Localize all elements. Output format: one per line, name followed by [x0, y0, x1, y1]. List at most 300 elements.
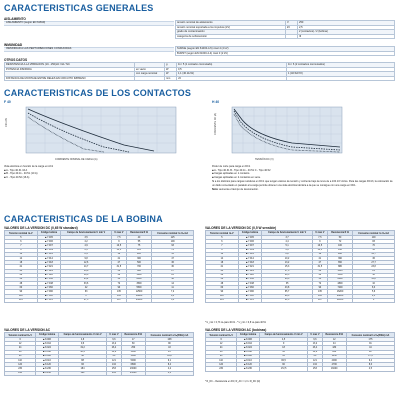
- table-cell: 6,1: [152, 294, 194, 298]
- table-cell: ■ 8.006: [36, 338, 59, 342]
- column-header: Tensión nominal Uₙ V: [5, 333, 36, 338]
- table-cell: 60: [121, 342, 145, 346]
- table-cell: 820: [322, 350, 346, 354]
- table-cell: 5000: [121, 358, 145, 362]
- table-cell: 90: [206, 290, 239, 294]
- table-cell: ■ 7.005: [238, 236, 262, 240]
- table-cell: 18: [206, 261, 239, 265]
- table-cell: 24: [206, 346, 237, 350]
- column-header: U max V: [308, 333, 322, 338]
- table-cell: ■ 8.230: [36, 367, 59, 371]
- table-cell: 4,2: [61, 240, 112, 244]
- chart-right: [212, 105, 397, 165]
- table-cell: ■ 8.048: [36, 350, 59, 354]
- table-cell: ■ 7.007: [37, 244, 61, 248]
- table-cell: ■ 7.024: [37, 269, 61, 273]
- table-cell: 9,1: [145, 358, 193, 362]
- table-cell: 110: [5, 294, 38, 298]
- table-cell: 18: [152, 277, 194, 281]
- table-cell: 15,3: [262, 265, 313, 269]
- table-cell: 36: [5, 277, 38, 281]
- table-cell: 31,5: [312, 265, 327, 269]
- table-cell: 9,4: [346, 358, 394, 362]
- table-cell: 6,6: [308, 338, 322, 342]
- column-header: Resistencia R Ω: [322, 333, 346, 338]
- table-cell: ■ 7.090: [238, 290, 262, 294]
- column-header: Consumo nominal I a Uₙ(50Hz) mA: [346, 333, 394, 338]
- table-cell: 168: [145, 338, 193, 342]
- table-cell: 18000: [126, 294, 151, 298]
- table-cell: 4,1: [145, 371, 193, 375]
- aislamiento-heading: AISLAMIENTO: [4, 17, 26, 21]
- table-cell: 220: [126, 252, 151, 256]
- table-cell: 9: [111, 240, 126, 244]
- table-cell: 18: [353, 273, 395, 277]
- table-cell: ■ 8.006: [237, 338, 260, 342]
- table-cell: 19,2: [58, 346, 107, 350]
- table-cell: ■ 7.012: [238, 252, 262, 256]
- table-cell: 24200: [327, 294, 352, 298]
- table-cell: 6: [206, 338, 237, 342]
- table-cell: ■ 7.021: [238, 265, 262, 269]
- table-cell: 4,5: [353, 294, 395, 298]
- table-cell: 230: [5, 367, 36, 371]
- chart-left: [4, 105, 194, 165]
- table-row: [5, 371, 194, 375]
- table-cell: 28: [5, 273, 38, 277]
- table-cell: 120: [206, 363, 237, 367]
- table-cell: 22: [346, 350, 394, 354]
- table-cell: 13,2: [262, 261, 313, 265]
- table-cell: ■ 8.110: [36, 358, 59, 362]
- table-cell: 13,5: [111, 248, 126, 252]
- table-cell: 24: [5, 346, 36, 350]
- table-cell: 16,8: [61, 269, 112, 273]
- table-cell: 12: [206, 342, 237, 346]
- table-cell: 253: [308, 367, 322, 371]
- table-cell: 60: [206, 286, 239, 290]
- table-cell: 288: [327, 252, 352, 256]
- table-cell: ■ 7.021: [37, 265, 61, 269]
- table-cell: 13,8: [353, 277, 395, 281]
- table-cell: 66: [107, 354, 121, 358]
- table-cell: 91: [346, 342, 394, 346]
- table-cell: 75: [126, 244, 151, 248]
- table-cell: ■ 8.024: [36, 346, 59, 350]
- table-cell: 7,5: [111, 236, 126, 240]
- table-cell: 2000: [126, 277, 151, 281]
- column-header: U max V: [107, 333, 121, 338]
- column-header: Consumo nominal I a Uₙ(50Hz) mA: [145, 333, 193, 338]
- table-cell: 21: [353, 269, 395, 273]
- table-cell: 65,7: [262, 290, 313, 294]
- table-cell: 6: [206, 240, 239, 244]
- table-cell: 70: [353, 244, 395, 248]
- table-cell: 77: [61, 294, 112, 298]
- table-cell: 14: [206, 256, 239, 260]
- table-cell: 26,4: [308, 346, 322, 350]
- table-cell: 43,8: [262, 286, 313, 290]
- table-cell: 21: [145, 350, 193, 354]
- table-cell: 72: [327, 240, 352, 244]
- table-cell: 12,6: [61, 261, 112, 265]
- otros-heading: OTROS DATOS: [4, 58, 28, 62]
- table-cell: 390: [327, 256, 352, 260]
- table-cell: 52,8: [308, 350, 322, 354]
- table-cell: 4,4: [262, 240, 313, 244]
- table-cell: 23,8: [353, 265, 395, 269]
- table-cell: 4700: [322, 363, 346, 367]
- table-cell: 3,7: [262, 236, 313, 240]
- table-cell: 36: [259, 350, 308, 354]
- table-cell: 10: [353, 282, 395, 286]
- table-cell: 4,5: [346, 367, 394, 371]
- section-title-general: CARACTERISTICAS GENERALES: [4, 3, 154, 13]
- table-cell: 109: [152, 240, 194, 244]
- table-cell: 3500: [126, 282, 151, 286]
- table-cell: 8,6: [346, 363, 394, 367]
- dc-right-heading: VALORES DE LA VERSION DC (0,5 W sensible): [205, 226, 277, 230]
- table-cell: ■ 7.012: [37, 252, 61, 256]
- table-cell: ■ 8.012: [36, 342, 59, 346]
- table-cell: 23: [152, 273, 194, 277]
- table-cell: 63: [61, 290, 112, 294]
- table-cell: 21: [111, 256, 126, 260]
- inmunidad-label: INMUNIDAD A LAS PERTURBACIONES CONDUCIDAS: [6, 47, 72, 50]
- table-cell: 1560: [327, 273, 352, 277]
- table-cell: 192: [58, 371, 107, 375]
- table-cell: ■ 7.024: [238, 269, 262, 273]
- table-cell: 4,8: [58, 338, 107, 342]
- table-cell: 66: [308, 354, 322, 358]
- table-cell: ■ 7.090: [37, 290, 61, 294]
- table-cell: 83: [353, 240, 395, 244]
- table-cell: 9: [259, 342, 308, 346]
- table-cell: 14,7: [61, 265, 112, 269]
- table-cell: 1150: [327, 269, 352, 273]
- table-cell: ■ 7.006: [37, 240, 61, 244]
- column-header: Resistencia R Ω: [121, 333, 145, 338]
- table-cell: 31200: [327, 298, 352, 302]
- table-cell: 9,8: [61, 256, 112, 260]
- column-header: Campo de funcionamiento U min V: [259, 333, 308, 338]
- table-cell: 48: [5, 282, 38, 286]
- table-cell: 125: [152, 236, 194, 240]
- table-cell: 880: [327, 265, 352, 269]
- chart-right-notes: Poder de corte para carga en DC1 ■ A - Tipo 40.31 B - Tipo 40.11 - 40.51 C - Tipo 40.52 ■ Cargas aplicadas en 1 contacto. ■ Cargas aplicadas en 2 contactos en serie. Si a los distintos para cargas resistivas en DC1 que tengan valores de tensión y corriente bajo la curva de a 100·10³ ciclos. Para las cargas DC13, la colocación de un diodo conectado en paralelo a la carga permite obtener una vida eléctrica idéntica a la que se consigue con una carga en DC1. Nota: aumenta el tiempo de desconexión.: [212, 165, 393, 191]
- table-cell: 3,5: [61, 236, 112, 240]
- table-cell: 165: [312, 294, 327, 298]
- ac-right-footnote: * R_DC – Resistencia en DC; R_AC = 1,3 x R_DC (Ω): [205, 381, 261, 383]
- table-cell: ■ 7.009: [238, 248, 262, 252]
- table-cell: 47: [152, 256, 194, 260]
- table-cell: 90: [111, 286, 126, 290]
- table-cell: 184: [58, 367, 107, 371]
- table-cell: 14: [5, 256, 38, 260]
- table-cell: ■ 7.018: [37, 261, 61, 265]
- table-cell: 5: [5, 236, 38, 240]
- table-cell: 54: [111, 277, 126, 281]
- table-cell: 9: [206, 248, 239, 252]
- table-cell: 4,2: [145, 367, 193, 371]
- table-cell: 8,3: [353, 286, 395, 290]
- table-cell: 18: [259, 346, 308, 350]
- dc-right-footnote: * U_min = 0,73 Uₙ para 40.61 - * U_min = 0,8 Uₙ para 40.51: [205, 322, 266, 324]
- table-cell: 91,3: [262, 298, 313, 302]
- table-cell: 90: [5, 290, 38, 294]
- ac-right-heading: VALORES DE LA VERSION AC (bobinas): [205, 328, 267, 332]
- table-cell: ■ 7.048: [37, 282, 61, 286]
- table-cell: 87,5: [61, 298, 112, 302]
- table-cell: 21: [206, 265, 239, 269]
- table-cell: 36: [353, 256, 395, 260]
- table-cell: 60: [5, 286, 38, 290]
- table-cell: 6,3: [61, 248, 112, 252]
- table-cell: 48: [5, 350, 36, 354]
- column-header: Tensión nominal Uₙ V: [206, 231, 239, 236]
- table-cell: 13,2: [107, 342, 121, 346]
- table-cell: 7: [5, 244, 38, 248]
- table-cell: 187: [111, 298, 126, 302]
- table-cell: ■ 7.125: [238, 298, 262, 302]
- table-cell: 172,5: [259, 367, 308, 371]
- table-cell: ■ 8.060: [237, 354, 260, 358]
- table-cell: 5,6: [353, 290, 395, 294]
- table-cell: 110: [206, 358, 237, 362]
- table-cell: 23000: [126, 298, 151, 302]
- table-cell: ■ 7.110: [238, 294, 262, 298]
- table-cell: 40: [126, 236, 151, 240]
- table-cell: 18: [5, 261, 38, 265]
- aislamiento-table: tensión nominal de aislamiento V 250 tensión nominal soportada a los impulsos (kV) kV 2,5 grado de contaminación 2 (contactos) / 2 (bobina) categoría de sobretensión III: [175, 20, 395, 39]
- table-cell: 100: [353, 236, 395, 240]
- table-cell: 21: [312, 256, 327, 260]
- table-cell: ■ 7.006: [238, 240, 262, 244]
- table-cell: 1200: [126, 273, 151, 277]
- table-cell: 132: [308, 363, 322, 367]
- table-cell: 80,3: [262, 294, 313, 298]
- table-cell: 26,3: [262, 277, 313, 281]
- table-cell: 135: [312, 290, 327, 294]
- table-cell: 18: [312, 252, 327, 256]
- table-cell: 44: [322, 342, 346, 346]
- table-cell: 7200: [327, 286, 352, 290]
- table-cell: 8,4: [61, 252, 112, 256]
- table-cell: 9,6: [58, 342, 107, 346]
- table-cell: 31,5: [111, 265, 126, 269]
- table-cell: ■ 7.060: [238, 286, 262, 290]
- table-cell: 36: [312, 269, 327, 273]
- table-cell: 240: [5, 371, 36, 375]
- table-cell: ■ 8.060: [36, 354, 59, 358]
- table-cell: 2600: [327, 277, 352, 281]
- column-header: Campo de funcionamiento U min V: [262, 231, 313, 236]
- table-cell: 6,6: [107, 338, 121, 342]
- table-cell: 6800: [121, 363, 145, 367]
- table-cell: 44: [346, 346, 394, 350]
- dc-standard-table: [4, 230, 194, 303]
- chart-right-ylabel: CORRIENTE DC (A): [214, 112, 217, 135]
- table-cell: ■ 7.014: [37, 256, 61, 260]
- table-cell: 135: [111, 290, 126, 294]
- table-cell: 12: [322, 338, 346, 342]
- table-cell: 42: [61, 286, 112, 290]
- table-cell: 13,5: [312, 248, 327, 252]
- column-header: U max V: [312, 231, 327, 236]
- table-cell: 187: [312, 298, 327, 302]
- column-header: U max V: [111, 231, 126, 236]
- table-cell: 50: [327, 236, 352, 240]
- table-cell: 93: [152, 244, 194, 248]
- chart-left-xlabel: CORRIENTE NOMINAL DE CARGA (A): [55, 158, 98, 161]
- table-cell: 25,2: [61, 277, 112, 281]
- table-cell: 60: [206, 354, 237, 358]
- table-cell: 72: [111, 282, 126, 286]
- table-cell: 14: [152, 282, 194, 286]
- table-cell: 650: [327, 261, 352, 265]
- table-cell: 250: [121, 346, 145, 350]
- table-cell: 230: [206, 367, 237, 371]
- table-cell: ■ 8.120: [237, 363, 260, 367]
- table-cell: ■ 7.014: [238, 256, 262, 260]
- table-cell: 125: [126, 248, 151, 252]
- table-cell: 55: [126, 240, 151, 244]
- table-cell: 5,4: [152, 298, 194, 302]
- table-cell: 1600: [121, 354, 145, 358]
- column-header: Campo de funcionamiento U min V: [58, 333, 107, 338]
- table-cell: 160: [327, 248, 352, 252]
- table-cell: 19,6: [61, 273, 112, 277]
- table-cell: 6: [5, 338, 36, 342]
- table-cell: ■ 8.120: [36, 363, 59, 367]
- table-cell: 1150: [322, 354, 346, 358]
- ac-left-heading: VALORES DE LA VERSION AC: [4, 328, 51, 332]
- table-cell: 23000: [121, 367, 145, 371]
- table-cell: 300: [126, 256, 151, 260]
- column-header: Código bobina: [37, 231, 61, 236]
- table-cell: 27: [312, 261, 327, 265]
- table-cell: ■ 8.024: [237, 346, 260, 350]
- ac-table: [4, 332, 194, 376]
- table-cell: 5: [206, 236, 239, 240]
- table-cell: 27,7: [353, 261, 395, 265]
- table-cell: 120: [5, 363, 36, 367]
- table-cell: ■ 7.048: [238, 282, 262, 286]
- table-cell: 10,5: [111, 244, 126, 248]
- table-cell: 180: [322, 346, 346, 350]
- table-cell: 35: [262, 282, 313, 286]
- table-cell: 12: [5, 252, 38, 256]
- table-cell: 48: [206, 282, 239, 286]
- table-cell: ■ 7.125: [37, 298, 61, 302]
- table-cell: 24: [206, 269, 239, 273]
- table-cell: 12: [5, 342, 36, 346]
- table-cell: 253: [107, 367, 121, 371]
- table-cell: 121: [107, 358, 121, 362]
- table-cell: 54: [312, 277, 327, 281]
- table-cell: 16,8: [145, 354, 193, 358]
- table-cell: ■ 7.007: [238, 244, 262, 248]
- table-cell: 42: [111, 273, 126, 277]
- table-cell: ■ 8.012: [237, 342, 260, 346]
- table-cell: 13,2: [308, 342, 322, 346]
- table-cell: 27: [111, 261, 126, 265]
- table-cell: 4000: [322, 358, 346, 362]
- table-cell: 25000: [121, 371, 145, 375]
- table-cell: ■ 7.036: [238, 277, 262, 281]
- table-cell: 8,4: [145, 363, 193, 367]
- table-cell: 21: [5, 265, 38, 269]
- table-cell: 12: [206, 252, 239, 256]
- table-cell: 9: [312, 240, 327, 244]
- table-cell: 4: [353, 298, 395, 302]
- table-cell: 264: [107, 371, 121, 375]
- table-cell: 90: [312, 286, 327, 290]
- column-header: Consumo nominal I a Uₙ mA: [152, 231, 194, 236]
- table-cell: 121: [308, 358, 322, 362]
- table-cell: 6,6: [262, 248, 313, 252]
- table-cell: 36: [152, 261, 194, 265]
- table-cell: ■ 7.060: [37, 286, 61, 290]
- table-row: [206, 298, 395, 302]
- table-cell: ■ 7.018: [238, 261, 262, 265]
- chart-left-notes: Vida eléctrica en función de la carga en AC1 ■ A - Tipo 40.31 16 A ■ B - Tipo 40.11 - 40.51 (10 A) ■ C - Tipo 40.52 (16 A): [4, 165, 54, 179]
- chart-left-label: F 40: [4, 100, 11, 104]
- table-cell: 5,1: [262, 244, 313, 248]
- table-cell: 4,9: [61, 244, 112, 248]
- aislamiento-label: AISLAMIENTO (según EN 61810): [6, 21, 46, 24]
- column-header: Resistencia R Ω: [126, 231, 151, 236]
- table-cell: 8,8: [262, 252, 313, 256]
- table-cell: 41,7: [353, 252, 395, 256]
- table-cell: 11: [152, 286, 194, 290]
- table-cell: 110: [206, 294, 239, 298]
- column-header: Consumo nominal I a Uₙ mA: [353, 231, 395, 236]
- table-cell: 26,4: [107, 346, 121, 350]
- table-cell: 175: [346, 338, 394, 342]
- chart-left-ylabel: CICLOS: [5, 118, 8, 127]
- section-title-contacts: CARACTERISTICAS DE LOS CONTACTOS: [4, 88, 192, 98]
- table-cell: 82,5: [259, 358, 308, 362]
- dc-left-heading: VALORES DE LA VERSION DC (0,65 W standard): [4, 226, 78, 230]
- section-title-coil: CARACTERISTICAS DE LA BOBINA: [4, 214, 163, 224]
- table-cell: 17,3: [346, 354, 394, 358]
- table-cell: 16000: [322, 367, 346, 371]
- table-cell: 700: [126, 265, 151, 269]
- inmunidad-heading: INMUNIDAD: [4, 43, 23, 47]
- table-cell: 125: [206, 298, 239, 302]
- table-cell: 9: [5, 248, 38, 252]
- table-cell: 52,8: [107, 350, 121, 354]
- table-cell: 132: [107, 363, 121, 367]
- table-cell: ■ 8.110: [237, 358, 260, 362]
- column-header: Código bobina: [36, 333, 59, 338]
- dc-sensitive-table: [205, 230, 395, 303]
- table-cell: 60: [5, 354, 36, 358]
- table-cell: 6: [5, 240, 38, 244]
- table-cell: 33,6: [61, 282, 112, 286]
- table-cell: ■ 8.230: [237, 367, 260, 371]
- table-cell: 96: [58, 363, 107, 367]
- table-cell: 1000: [121, 350, 145, 354]
- table-cell: 36: [206, 277, 239, 281]
- table-cell: 38,4: [58, 350, 107, 354]
- table-cell: ■ 7.009: [37, 248, 61, 252]
- table-cell: ■ 7.028: [238, 273, 262, 277]
- table-cell: 90: [145, 342, 193, 346]
- table-cell: 48: [206, 350, 237, 354]
- chart-right-label: H 40: [212, 100, 220, 104]
